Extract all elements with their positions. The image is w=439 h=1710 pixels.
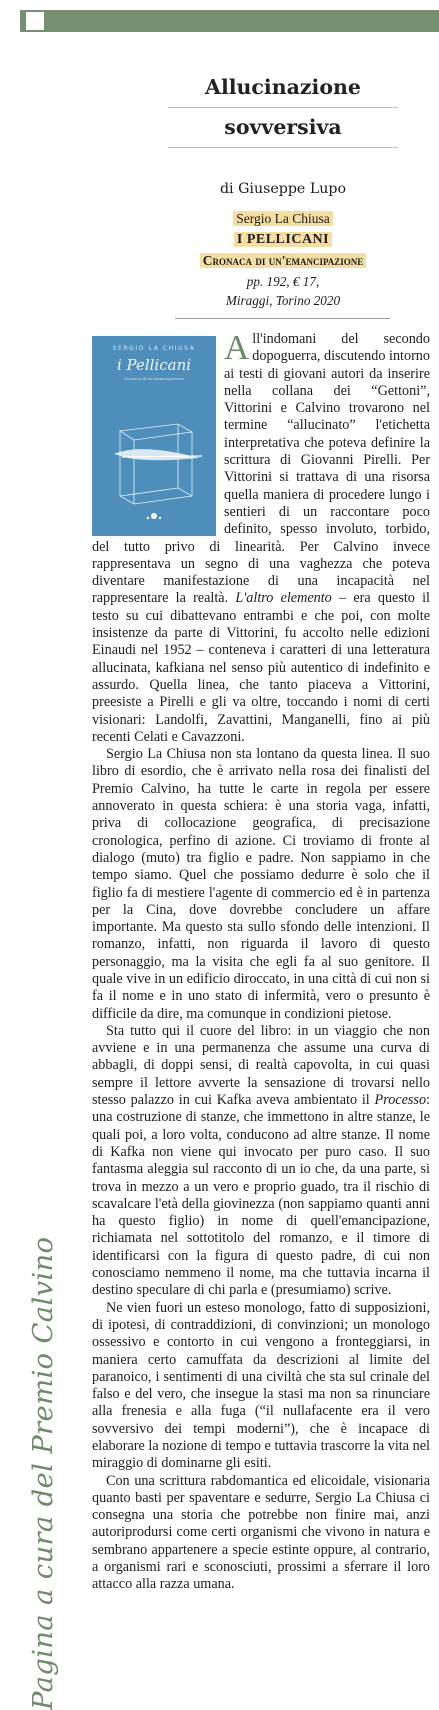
article-title-line1: Allucinazione [205, 75, 361, 99]
book-pages-price: pp. 192, € 17, [246, 274, 320, 289]
book-subtitle-text: Cronaca di un'emancipazione [200, 253, 367, 268]
header-bar [20, 10, 439, 32]
section-caption-text: Pagina a cura del Premio Calvino [27, 1236, 59, 1710]
book-author-text: Sergio La Chiusa [233, 211, 333, 226]
italic-title: Processo [374, 1092, 427, 1109]
book-publisher: Miraggi, Torino 2020 [225, 293, 341, 308]
title-rule [168, 147, 398, 148]
italic-title: L'altro elemento [235, 590, 332, 607]
cover-subtitle: Cronaca di un'emancipazione [124, 376, 184, 381]
paragraph-1-start: ll'indomani del secondo dopoguerra, discutendo intorno ai testi di giovani autori da inserire nella collana dei “Gettoni”, Vittorini e Calvino trovarono nel termine “allucinato” l'etichetta interpretativa che poteva definire la scrittura di Giovanni Pirelli. Per Vittorini si trattava di una risorsa quella maniera di procedere lungo i sentieri di un raccontare poco definito, spesso involuto, torbido, del tutto privo di linearità. Per Calvino invece rappresentava un segno di una vaghezza che poteva diventare manifestazione di una incapacità nel rappresentare la realtà. [92, 331, 430, 607]
title-rule [168, 107, 398, 108]
cover-spacer [92, 331, 224, 534]
book-title-text: I PELLICANI [234, 232, 332, 247]
cover-title: i Pellicani [116, 356, 192, 374]
book-title [150, 232, 416, 248]
byline: di Giuseppe Lupo [219, 181, 347, 197]
paragraph-1-end: – era questo il testo su cui dibattevano entrambi e che poi, con molte insistenze da parte di Vittorini, fu accolto nelle edizioni Einaudi nel 1952 – conteneva i caratteri di una letteratura allucinata, kafkiana nel senso più autentico di indefinito e assurdo. Quella linea, che tanto piaceva a Vittorini, preesiste a Pirelli e gli va oltre, toccando i nomi di certi visionari: Landolfi, Zavattini, Manganelli, fino ai più recenti Celati e Cavazzoni. [92, 590, 430, 745]
book-author [150, 211, 416, 227]
article-title-line2: sovversiva [224, 115, 342, 139]
meta-rule [175, 318, 390, 319]
paragraph-3-start: Sta tutto qui il cuore del libro: in un viaggio che non avviene e in una permanenza che assume una curva di abbagli, di doppi sensi, di realtà capovolta, in cui quasi sempre il lettore avverte la sensazione di trovarsi nello stesso palazzo in cui Kafka aveva ambientato il [92, 1022, 430, 1109]
paragraph-4: Ne vien fuori un esteso monologo, fatto di supposizioni, di ipotesi, di contraddizioni, di convinzioni; un monologo ossessivo e contorto in cui vengono a fronteggiarsi, in maniera certo camuffata da descrizioni al limite del paranoico, i sentimenti di una civiltà che sta sul crinale del falso e del vero, che insegue la stasi ma non sa rinunciare alla frenesia e alla fuga (“il nullafacente era il vero sovversivo dei tempi moderni”), che è incapace di elaborare la nozione di tempo e tuttavia trascorre la vita nel miraggio di dominarne gli esiti. [92, 1299, 430, 1472]
book-subtitle [130, 253, 436, 269]
paragraph-5: Con una scrittura rabdomantica ed elicoidale, visionaria quanto basti per spaventare e sedurre, Sergio La Chiusa ci consegna una storia che potrebbe non finire mai, anzi autoriprodursi come certi organismi che vivono in natura e sembrano appartenere a specie estinte oppure, al contrario, a organismi rari e sconosciuti, prossimi a sferrare il loro attacco alla razza umana. [92, 1472, 430, 1593]
paragraph-3 [92, 1023, 430, 1300]
cover-author: SERGIO LA CHIUSA [112, 345, 196, 352]
paragraph-3-end: : una costruzione di stanze, che immettono in altre stanze, le quali poi, a loro volta, conducono ad altre stanze. Il nome di Kafka non viene qui invocato per puro caso. Il suo fantasma aleggia sul racconto di un io che, da una parte, si trova in mezzo a un vero e proprio guado, tra il rischio di scavalcare l'età della giovinezza (non sappiamo quanti anni ha questo figlio) in nome di quell'emancipazione, richiamata nel sottotitolo del romanzo, e il timore di identificarsi con la figura di questo padre, di cui non conosciamo nemmeno il nome, ma che tuttavia incarna il destino speculare di chi parla e (presumiamo) scrive. [92, 1092, 430, 1299]
drop-cap: A [224, 328, 250, 367]
paragraph-2: Sergio La Chiusa non sta lontano da questa linea. Il suo libro di esordio, che è arrivato nella rosa dei finalisti del Premio Calvino, ha tutte le carte in regola per essere annoverato in questa schiera: è una storia vaga, infatti, priva di collocazione geografica, di precisazione cronologica, perfino di azione. Ci troviamo di fronte al dialogo (muto) tra figlio e padre. Non sappiamo in che tempo siamo. Quel che possiamo dedurre è solo che il figlio fa di mestiere l'agente di commercio ed è in partenza per la Cina, dove dovrebbe concludere un affare importante. Ma questo sta sullo sfondo delle intenzioni. Il romanzo, infatti, non riguarda il lavoro di questo personaggio, ma la visita che egli fa al suo genitore. Il quale vive in un edificio diroccato, in una città di cui non si fa il nome e in uno stato di infermità, vero o presunto è difficile da dire, ma comunque in condizioni pietose. [92, 746, 430, 1022]
corner-box [25, 11, 45, 31]
article-body [92, 328, 430, 1594]
